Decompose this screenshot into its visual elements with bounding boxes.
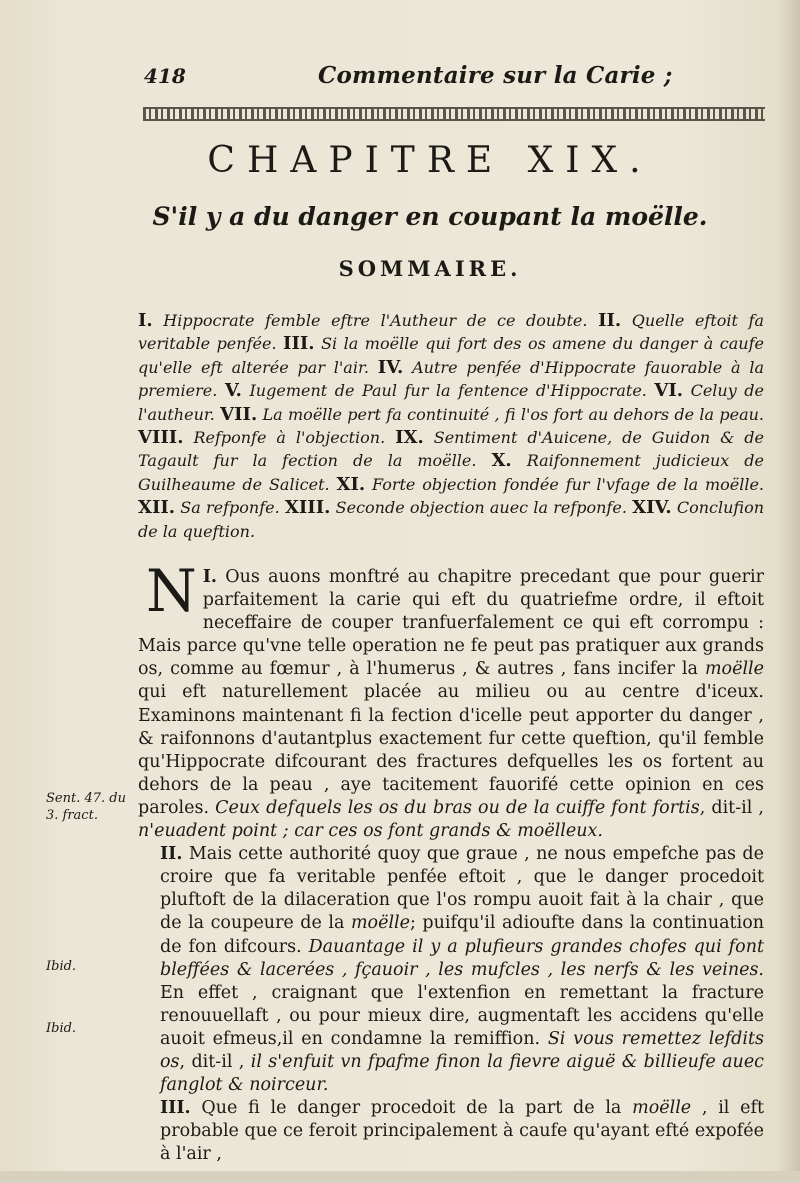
- sommaire-item-number: IV.: [377, 356, 404, 378]
- page-header: [140, 62, 760, 96]
- marginal-note-line: 3. fract.: [46, 808, 98, 823]
- emphasis-term: moëlle: [632, 1098, 692, 1119]
- paragraph-number: III.: [160, 1098, 191, 1119]
- paragraph-text: Que fi le danger procedoit de la part de la: [190, 1098, 633, 1119]
- sommaire-item-number: V.: [224, 380, 242, 402]
- sommaire-item-text: Hippocrate femble eftre l'Autheur de ce doubte.: [163, 311, 588, 330]
- sommaire-item-text: Refponfe à l'objection.: [193, 428, 386, 448]
- sommaire-item-number: XI.: [336, 473, 366, 495]
- sommaire-item-number: XIV.: [632, 497, 672, 519]
- sommaire-item-number: II.: [598, 310, 622, 331]
- paragraph-number: I.: [202, 567, 218, 587]
- paragraph-text: ; puifqu'il adioufte dans la continuation de fon difcours.: [160, 913, 764, 957]
- sommaire-item-text: Si la moëlle qui fort des os amene du danger à caufe qu'elle eft alterée par l'air.: [138, 334, 764, 377]
- marginal-note-line: Sent. 47. du: [46, 791, 126, 806]
- sommaire-item-text: Iugement de Paul fur la fentence d'Hippocrate.: [249, 381, 647, 401]
- sommaire-item-text: Sentiment d'Auicene, de Guidon & de Tagault fur la fection de la moëlle.: [138, 428, 764, 471]
- paragraph-text: Ous auons monftré au chapitre precedant que pour guerir parfaitement la carie qui eft du quatriefme ordre, il eftoit neceffaire de couper tranfuerfalement ce qui eft corrompu : Mais parce qu'vne telle operation ne fe peut pas pratiquer aux grands os, comme au fœmur , à l'humerus , & autres , fans incifer la: [138, 567, 764, 680]
- chapter-title: CHAPITRE XIX.: [207, 140, 653, 181]
- sommaire-item-number: VIII.: [138, 427, 184, 449]
- sommaire-item-number: VII.: [220, 403, 258, 425]
- sommaire-item-number: XII.: [138, 497, 176, 519]
- quotation: Dauantage il y a plufieurs grandes chofes qui font bleffées & lacerées , fçauoir , les mufcles , les nerfs & les veines.: [160, 936, 764, 980]
- chapter-subtitle: S'il y a du danger en coupant la moëlle.: [152, 202, 708, 231]
- paragraph-text: , il eft probable que ce feroit principalement à caufe qu'ayant efté expofée à l'air ,: [160, 1098, 765, 1165]
- sommaire-item-text: Sa refponfe.: [180, 498, 280, 518]
- emphasis-term: moëlle: [704, 659, 764, 680]
- paragraph-3: [138, 1097, 764, 1166]
- paragraph-number: II.: [160, 844, 183, 865]
- body-text: [138, 557, 765, 1166]
- running-title: Commentaire sur la Carie ;: [318, 62, 673, 89]
- sommaire-item-number: X.: [491, 450, 512, 472]
- sommaire-item-text: Seconde objection auec la refponfe.: [335, 498, 627, 518]
- quotation: Si vous remettez lefdits os: [160, 1028, 764, 1072]
- page-number: 418: [144, 64, 186, 88]
- page-bottom-edge: [0, 1171, 800, 1183]
- marginal-note: Ibid.: [46, 959, 77, 974]
- paragraph-text: , dit-il ,: [179, 1051, 251, 1072]
- marginal-note: [46, 790, 126, 824]
- sommaire-item-number: I.: [138, 310, 153, 331]
- emphasis-term: moëlle: [350, 913, 410, 934]
- sommaire-item-text: Forte objection fondée fur l'vfage de la moëlle.: [371, 474, 765, 494]
- quotation: Ceux defquels les os du bras ou de la cuiffe font fortis: [215, 797, 700, 818]
- quotation: il s'enfuit vn fpafme finon la fievre aiguë & billieufe auec fanglot & noirceur.: [160, 1051, 764, 1096]
- sommaire-item-text: Conclufion de la queftion.: [138, 498, 764, 541]
- sommaire-list: [138, 309, 764, 543]
- sommaire-item-number: III.: [283, 333, 315, 355]
- paragraph-text: Mais cette authorité quoy que graue , ne nous empefche pas de croire que fa veritable penfée eftoit , que le danger procedoit pluftoft de la dilaceration que l'os rompu auoit fait à la chair , que de la coupeure de la: [160, 844, 764, 934]
- drop-cap: N: [146, 557, 197, 625]
- paragraph-2: [138, 843, 764, 1097]
- paragraph-text: qui eft naturellement placée au milieu ou au centre d'iceux. Examinons maintenant fi la fection d'icelle peut apporter du danger , & raifonnons d'autantplus exactement fur cette queftion, qu'il femble qu'Hippocrate difcourant des fractures defquelles les os fortent au dehors de la peau , aye tacitement fauorifé cette opinion en ces paroles.: [138, 682, 764, 818]
- sommaire-item-number: IX.: [395, 427, 424, 449]
- sommaire-item-number: VI.: [654, 380, 684, 402]
- sommaire-item-text: La moëlle pert fa continuité , fi l'os fort au dehors de la peau.: [262, 404, 765, 424]
- paragraph-1: [138, 557, 764, 843]
- sommaire-item-text: Quelle eftoit fa veritable penfée.: [138, 311, 764, 354]
- paragraph-text: En effet , craignant que l'extenfion en remettant la fracture renouuellaft , ou pour mieux dire, augmentaft les accidens qu'elle auoit efmeus,il en condamne la remiffion.: [160, 982, 764, 1049]
- sommaire-heading: SOMMAIRE.: [338, 256, 522, 281]
- sommaire-item-text: Celuy de l'autheur.: [138, 381, 764, 424]
- quotation: n'euadent point ; car ces os font grands & moëlleux.: [138, 821, 603, 842]
- sommaire-item-number: XIII.: [284, 497, 331, 519]
- marginal-note: Ibid.: [46, 1021, 77, 1036]
- paragraph-text: , dit-il ,: [699, 797, 764, 818]
- sommaire-item-text: Raifonnement judicieux de Guilheaume de Salicet.: [138, 451, 765, 494]
- sommaire-item-text: Autre penfée d'Hippocrate fauorable à la premiere.: [138, 357, 764, 401]
- decorative-ornament-band: [143, 107, 765, 121]
